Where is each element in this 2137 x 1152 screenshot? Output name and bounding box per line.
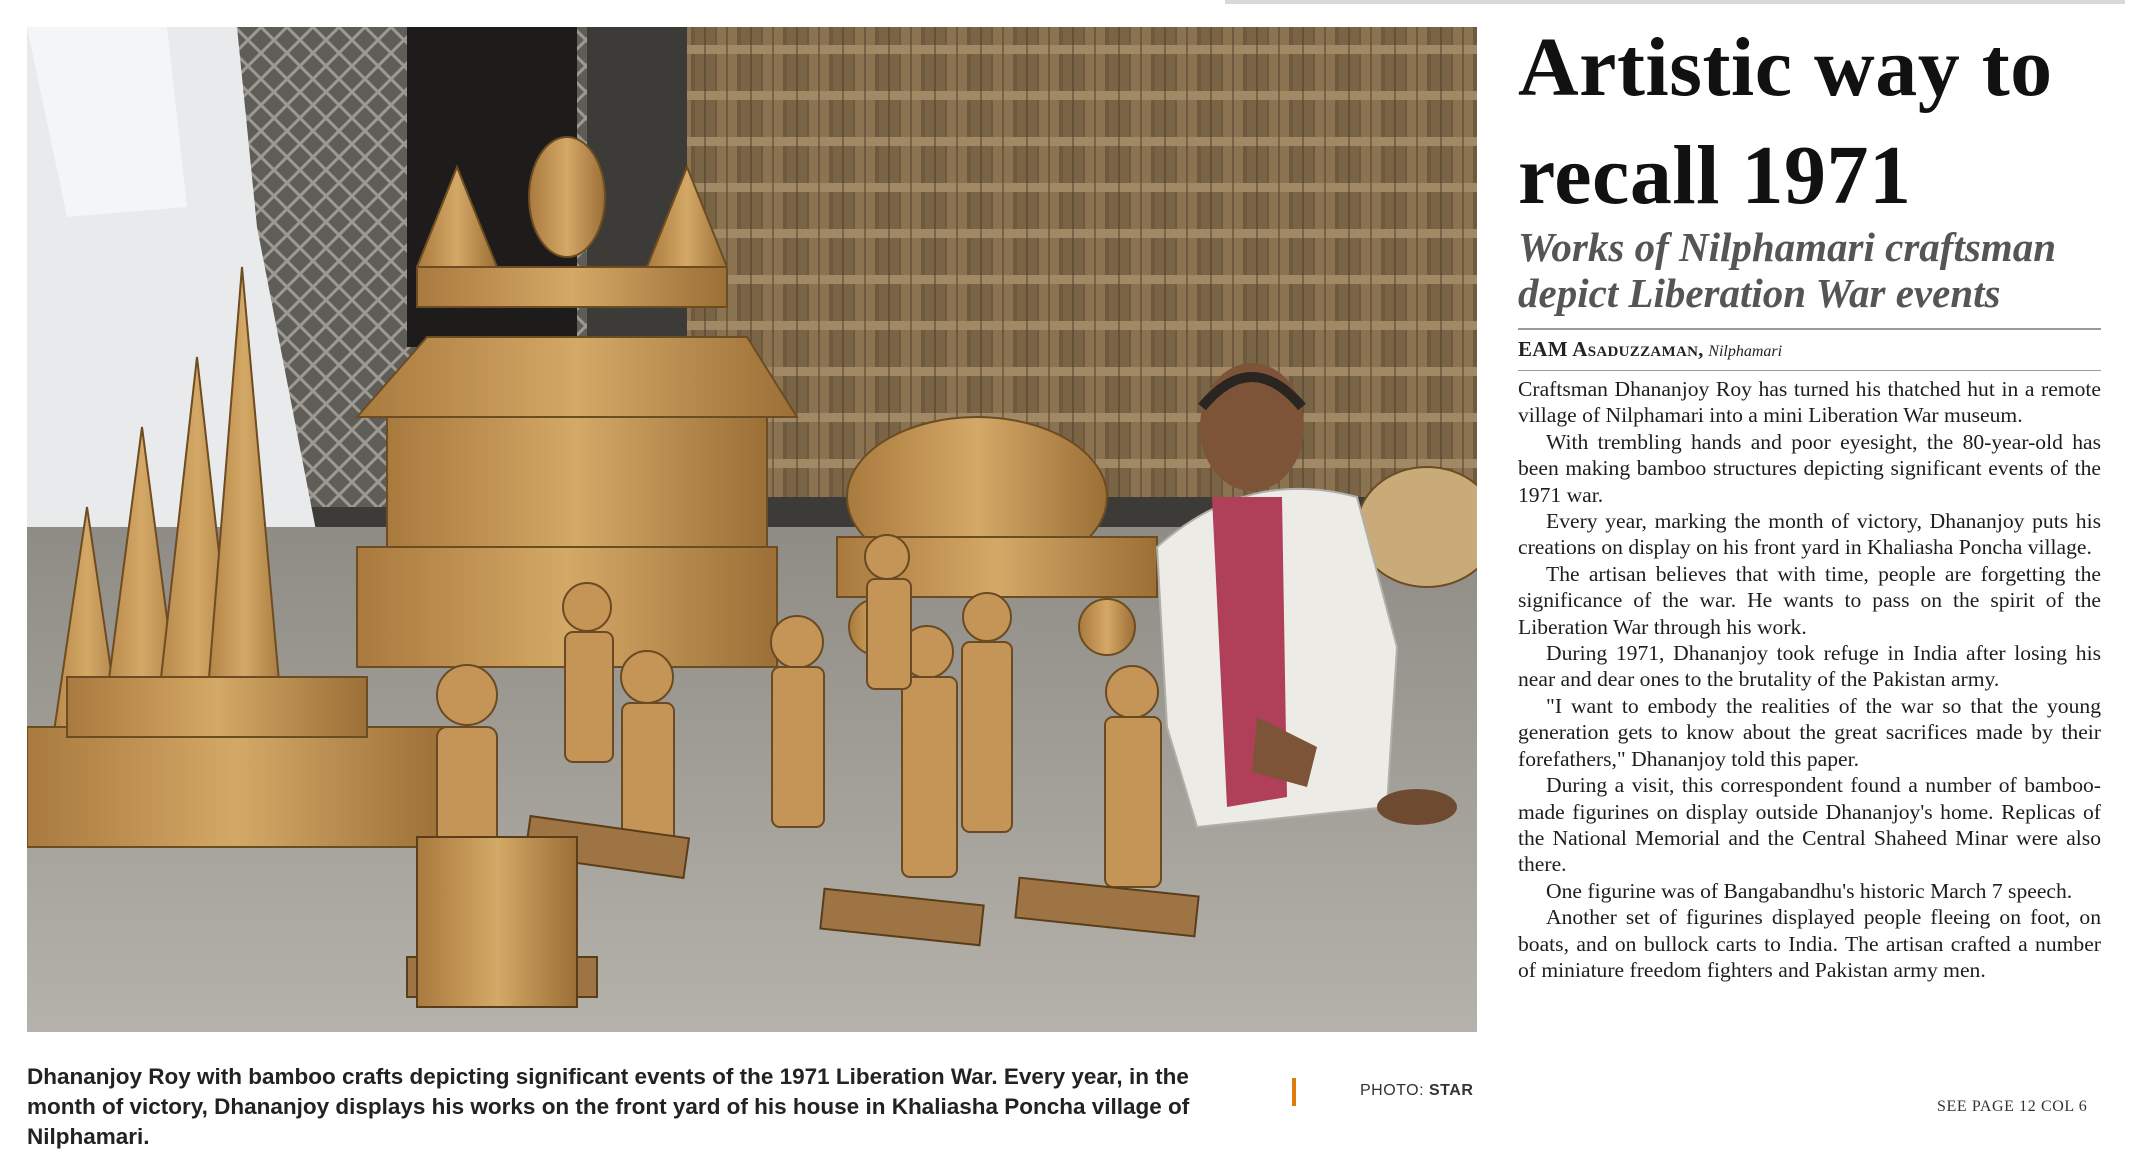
photo-credit-source: STAR: [1429, 1082, 1474, 1099]
body-paragraph: One figurine was of Bangabandhu's historic March 7 speech.: [1546, 878, 2073, 903]
body-paragraph: Craftsman Dhananjoy Roy has turned his thatched hut in a remote village of Nilphamari into a mini Liberation War museum.: [1518, 377, 2101, 428]
body-paragraph: "I want to embody the realities of the war so that the young generation gets to know about the great sacrifices made by their forefathers," Dhananjoy told this paper.: [1518, 693, 2101, 771]
byline-separator: ,: [1698, 339, 1704, 361]
body-paragraph: The artisan believes that with time, people are forgetting the significance of the war. He wants to pass on the spirit of the Liberation War through his work.: [1518, 561, 2101, 639]
byline-author: EAM Asaduzzaman: [1518, 337, 1699, 361]
article-body: [1518, 376, 2101, 983]
bamboo-crafts-photo: [27, 27, 1477, 1032]
body-paragraph: Another set of figurines displayed people fleeing on foot, on boats, and on bullock carts to India. The artisan crafted a number of miniature freedom fighters and Pakistan army men.: [1518, 905, 2101, 982]
photo-caption: Dhananjoy Roy with bamboo crafts depicting significant events of the 1971 Liberation War. Every year, in the month of victory, Dhananjoy displays his works on the front yard of his house in Khaliasha Poncha village of Nilphamari.: [27, 1064, 1190, 1149]
body-paragraph: During a visit, this correspondent found a number of bamboo-made figurines on display outside Dhananjoy's home. Replicas of the National Memorial and the Central Shaheed Minar were also there.: [1518, 773, 2101, 877]
photo-credit-label: PHOTO:: [1360, 1082, 1425, 1099]
article-photo: [27, 27, 1477, 1032]
subheadline: Works of Nilphamari craftsman depict Liberation War events: [1518, 224, 2057, 316]
photo-credit: [1360, 1082, 1473, 1100]
body-paragraph: During 1971, Dhananjoy took refuge in India after losing his near and dear ones to the brutality of the Pakistan army.: [1518, 641, 2101, 692]
headline: Artistic way to recall 1971: [1518, 21, 2053, 222]
body-paragraph: Every year, marking the month of victory, Dhananjoy puts his creations on display on his front yard in Khaliasha Poncha village.: [1518, 509, 2101, 560]
caption-accent-bar: [1292, 1078, 1296, 1106]
body-paragraph: With trembling hands and poor eyesight, the 80-year-old has been making bamboo structures depicting significant events of the 1971 war.: [1518, 429, 2101, 507]
top-rule: [1225, 0, 2125, 4]
continuation-jump[interactable]: SEE PAGE 12 COL 6: [1937, 1098, 2088, 1115]
byline-location: Nilphamari: [1708, 343, 1783, 360]
byline-rule: [1518, 370, 2101, 371]
byline: [1518, 336, 2108, 365]
subhead-rule: [1518, 328, 2101, 330]
